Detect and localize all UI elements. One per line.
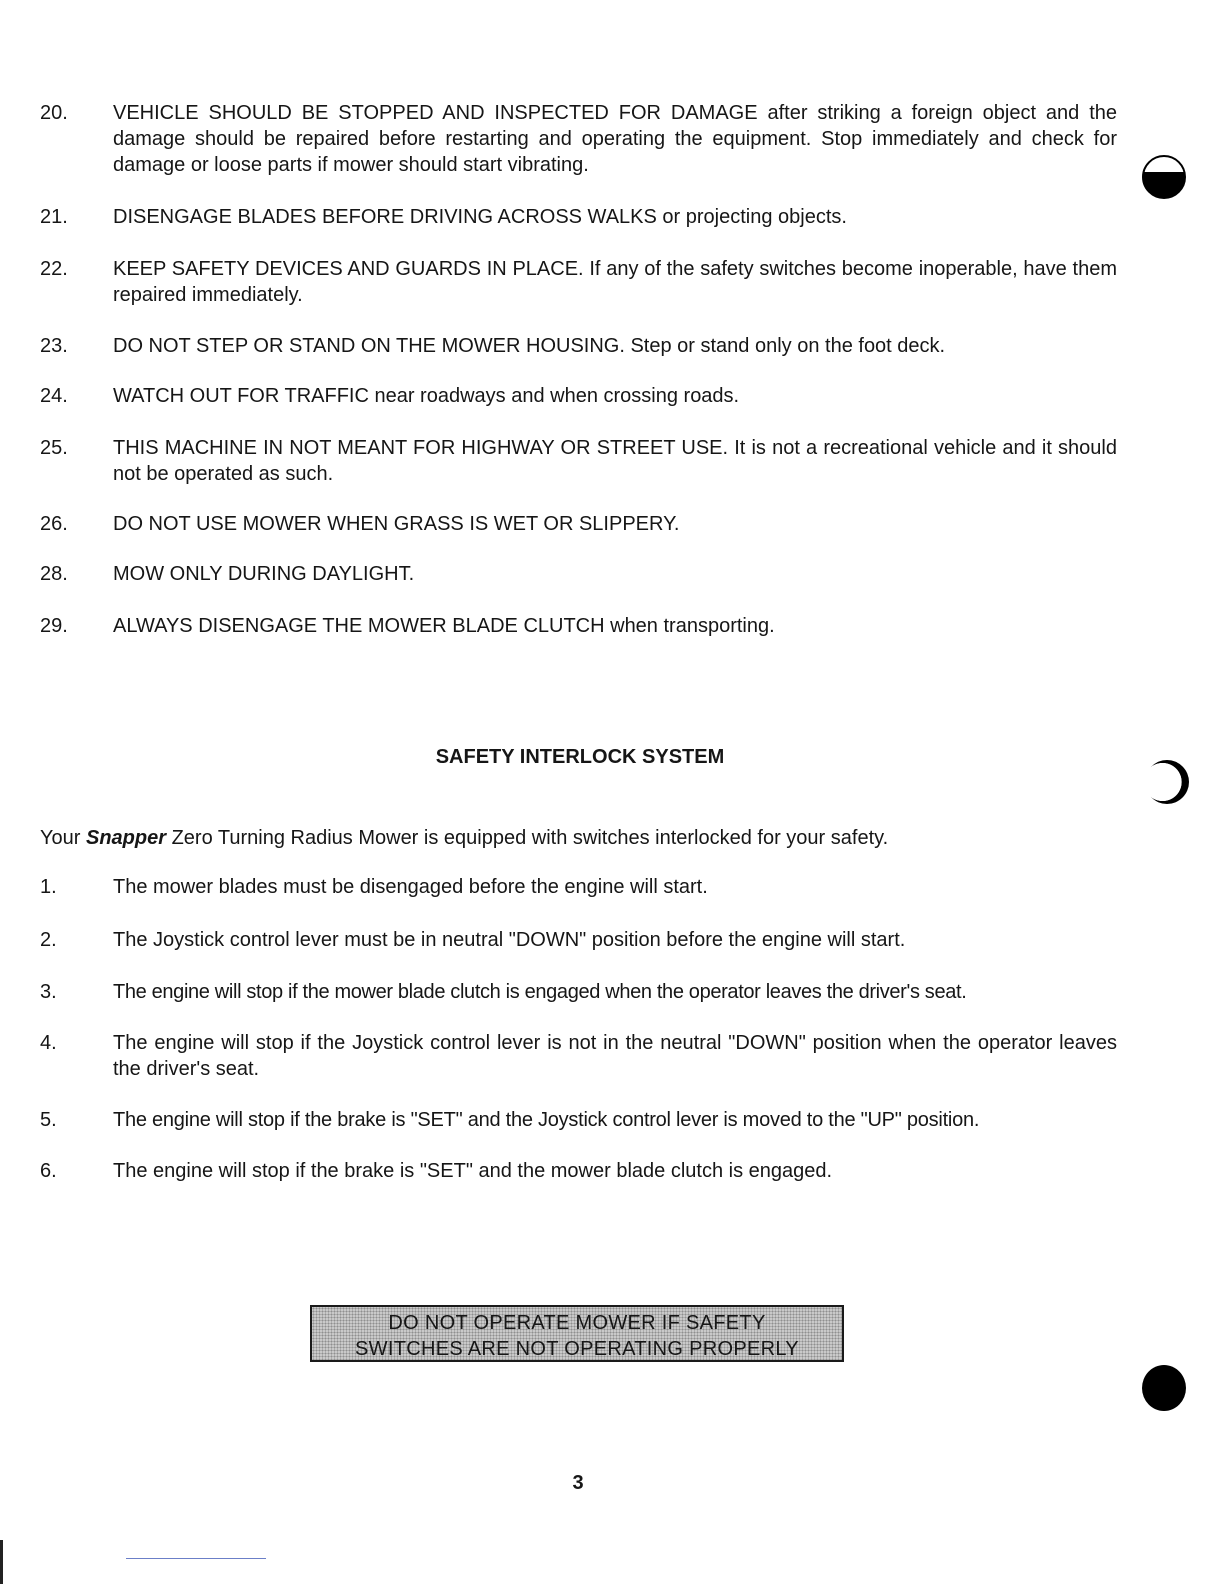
intro-suffix: Zero Turning Radius Mower is equipped with switches interlocked for your safety. <box>171 827 889 849</box>
page-number: 3 <box>572 1472 584 1494</box>
rule-number: 22. <box>40 258 68 280</box>
interlock-intro <box>40 825 888 851</box>
rule-number: 28. <box>40 563 68 585</box>
rule-text: WATCH OUT FOR TRAFFIC near roadways and when crossing roads. <box>113 385 740 407</box>
brand-name: Snapper <box>85 827 167 849</box>
warning-line-2: SWITCHES ARE NOT OPERATING PROPERLY <box>355 1338 799 1360</box>
item-text: The engine will stop if the brake is "SET" and the mower blade clutch is engaged. <box>113 1160 833 1182</box>
rule-number: 23. <box>40 335 68 357</box>
item-text: The engine will stop if the brake is "SET" and the Joystick control lever is moved to the "UP" position. <box>113 1109 980 1131</box>
item-text: The engine will stop if the Joystick control lever is not in the neutral "DOWN" position when the operator leaves the driver's seat. <box>113 1032 1117 1080</box>
item-text: The mower blades must be disengaged before the engine will start. <box>113 876 708 898</box>
binder-hole-icon <box>1142 155 1186 199</box>
rule-number: 24. <box>40 385 68 407</box>
warning-line-1: DO NOT OPERATE MOWER IF SAFETY <box>388 1312 766 1334</box>
item-number: 3. <box>40 981 57 1003</box>
scan-edge <box>0 1540 3 1584</box>
binder-hole-icon <box>1145 760 1189 804</box>
rule-text: KEEP SAFETY DEVICES AND GUARDS IN PLACE. If any of the safety switches become inoperable, have them repaired immediately. <box>113 258 1117 306</box>
intro-prefix: Your <box>40 827 81 849</box>
item-text: The Joystick control lever must be in neutral "DOWN" position before the engine will start. <box>113 929 906 951</box>
rule-text: VEHICLE SHOULD BE STOPPED AND INSPECTED FOR DAMAGE after striking a foreign object and the damage should be repaired before restarting and operating the equipment. Stop immediately and check for damage or loose parts if mower should start vibrating. <box>113 102 1117 176</box>
scan-artifact-line <box>126 1558 266 1559</box>
binder-hole-icon <box>1142 1365 1186 1411</box>
rule-text: DISENGAGE BLADES BEFORE DRIVING ACROSS WALKS or projecting objects. <box>113 206 847 228</box>
item-text: The engine will stop if the mower blade clutch is engaged when the operator leaves the driver's seat. <box>113 981 967 1003</box>
rule-text: DO NOT USE MOWER WHEN GRASS IS WET OR SLIPPERY. <box>113 513 680 535</box>
rule-text: MOW ONLY DURING DAYLIGHT. <box>113 563 415 585</box>
item-number: 1. <box>40 876 57 898</box>
rule-text: DO NOT STEP OR STAND ON THE MOWER HOUSING. Step or stand only on the foot deck. <box>113 335 946 357</box>
item-number: 2. <box>40 929 57 951</box>
warning-box <box>310 1305 844 1362</box>
rule-text: THIS MACHINE IN NOT MEANT FOR HIGHWAY OR STREET USE. It is not a recreational vehicle and it should not be operated as such. <box>113 437 1117 485</box>
rule-number: 25. <box>40 437 68 459</box>
item-number: 4. <box>40 1032 57 1054</box>
rule-number: 26. <box>40 513 68 535</box>
rule-number: 21. <box>40 206 68 228</box>
rule-number: 29. <box>40 615 68 637</box>
item-number: 5. <box>40 1109 57 1131</box>
section-heading: SAFETY INTERLOCK SYSTEM <box>435 746 725 768</box>
item-number: 6. <box>40 1160 57 1182</box>
rule-text: ALWAYS DISENGAGE THE MOWER BLADE CLUTCH when transporting. <box>113 615 775 637</box>
rule-number: 20. <box>40 102 68 124</box>
